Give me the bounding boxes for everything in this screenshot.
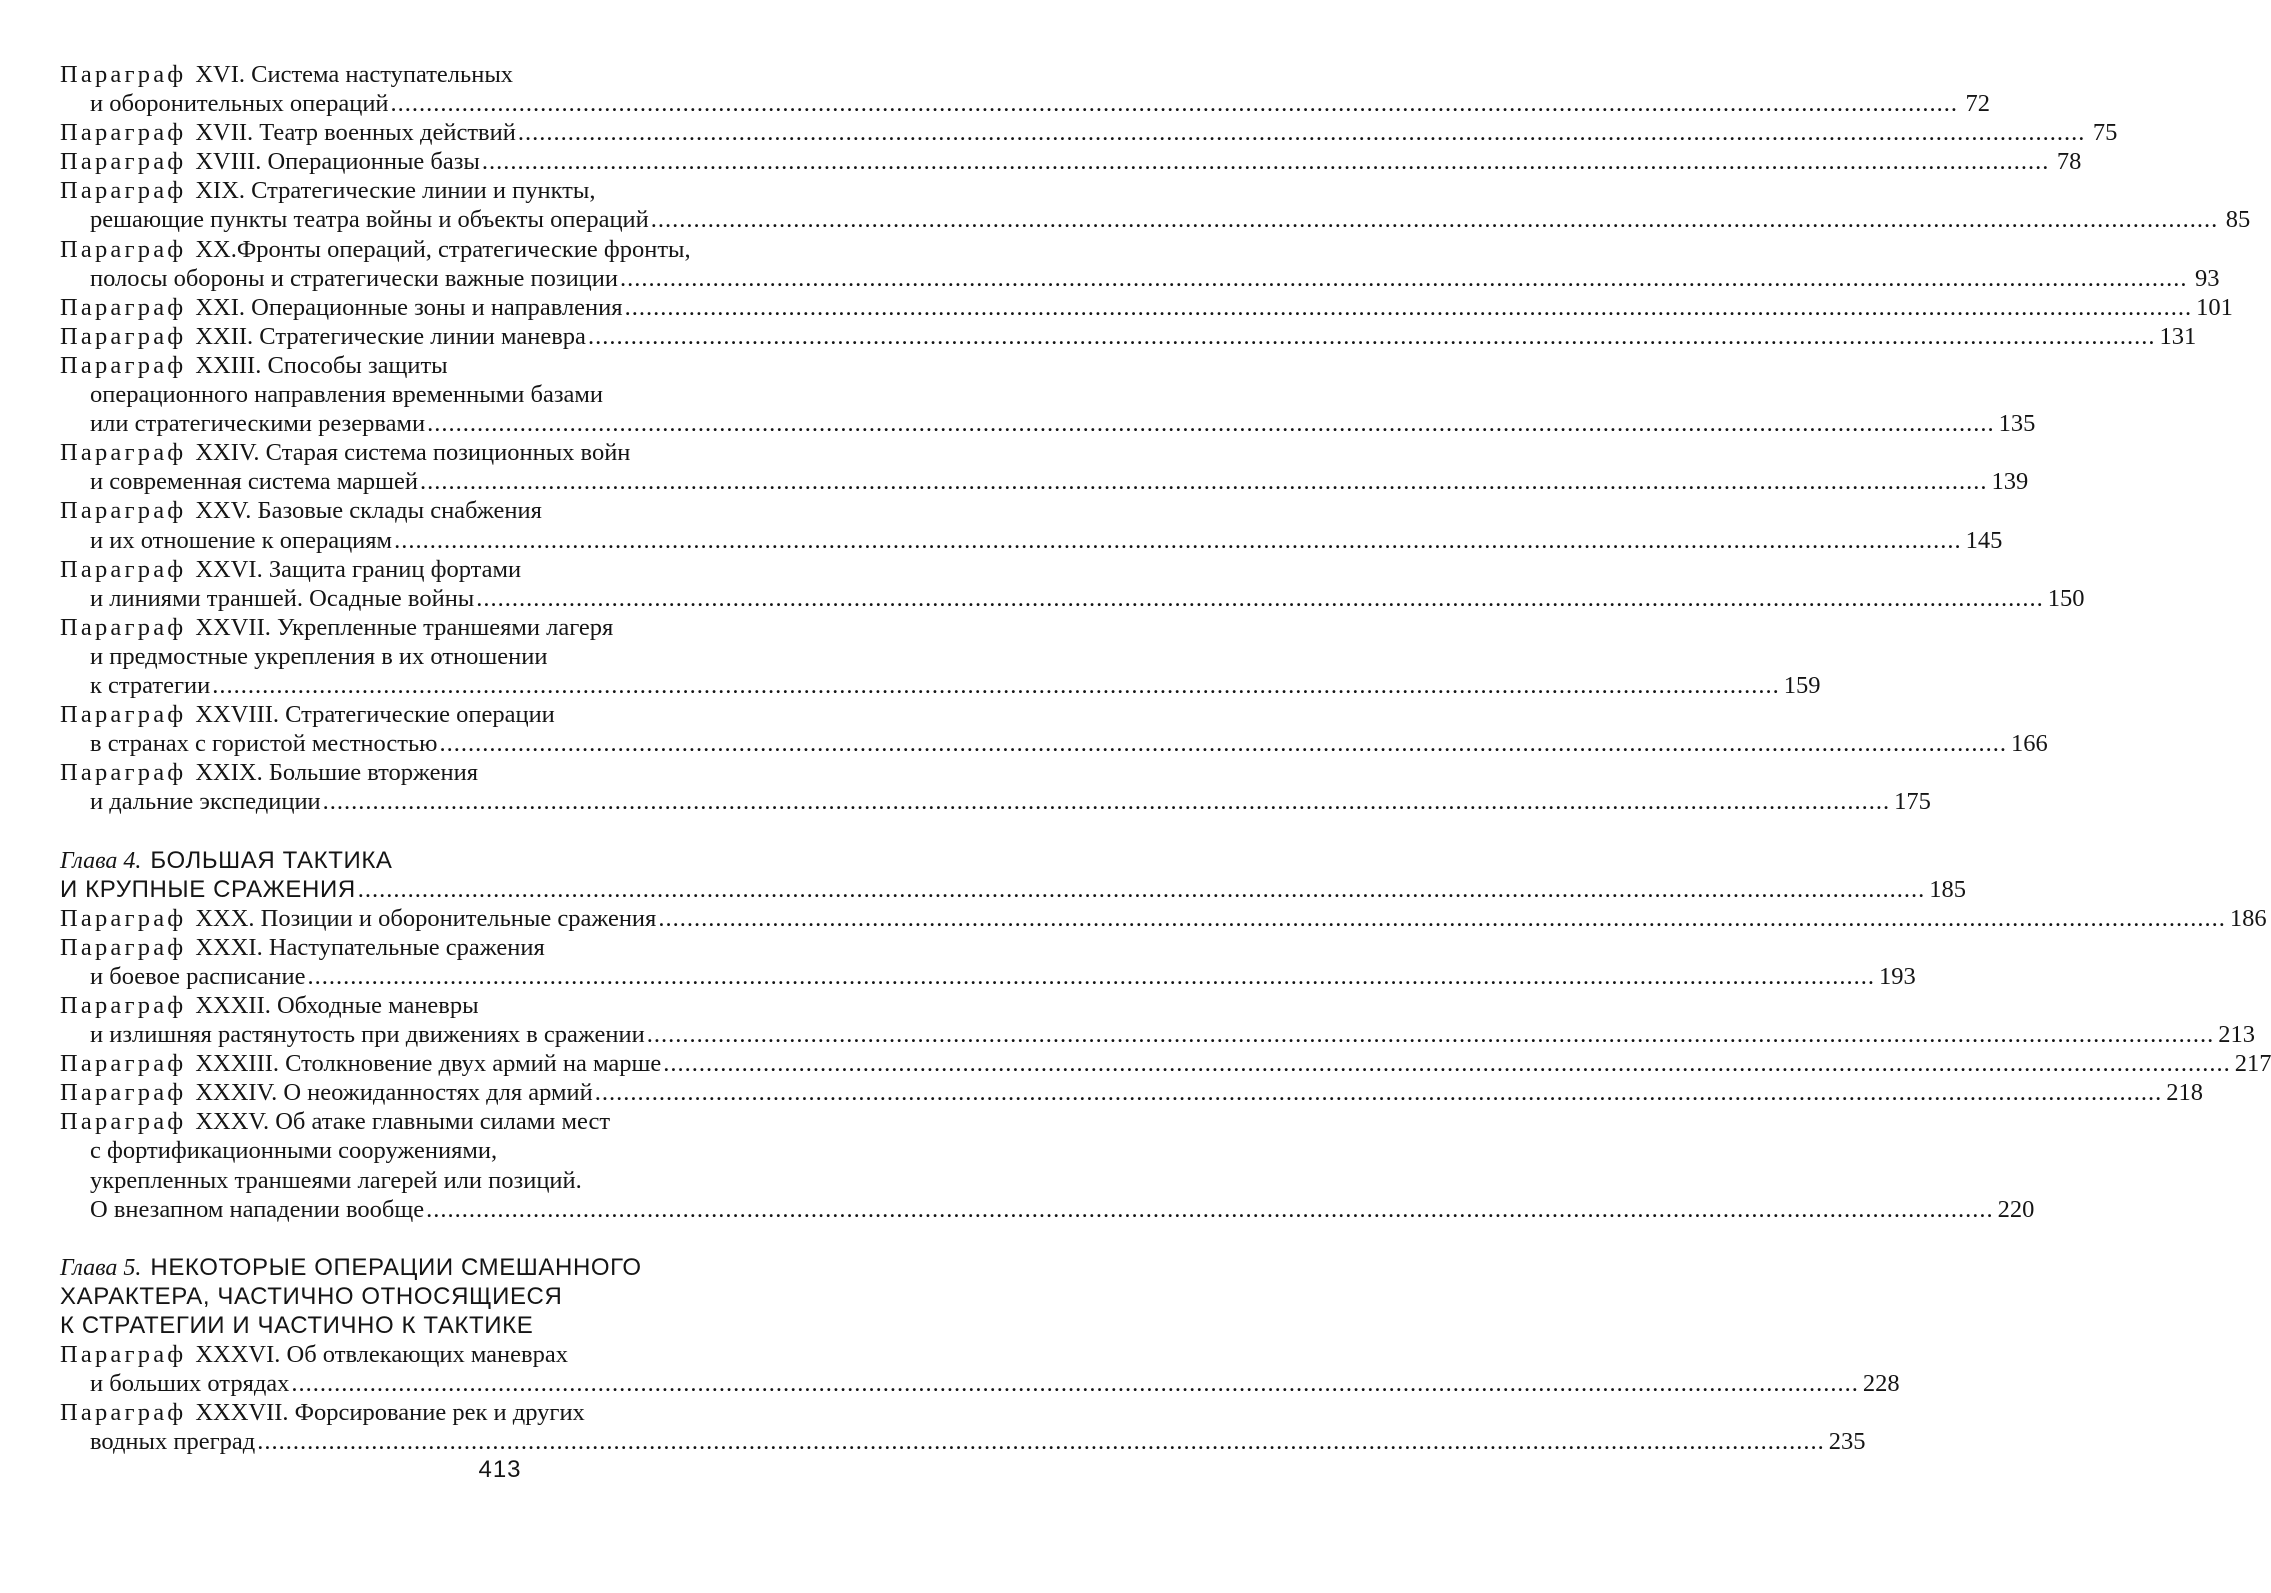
page-number: 413 — [478, 1456, 522, 1483]
paragraph-label: Параграф — [60, 293, 187, 321]
paragraph-label: Параграф — [60, 61, 187, 88]
entry-title: О внезапном нападении вообще — [90, 1195, 425, 1223]
dot-leader: ............................................................................................................................................................................................................................ — [594, 1079, 2163, 1107]
entry-title: XXXI. Наступательные сражения — [195, 933, 545, 961]
entry-title: XVII. Театр военных действий — [195, 119, 516, 147]
chapter-spacer — [60, 816, 886, 845]
chapter-label: Глава 4. — [60, 847, 142, 874]
paragraph-label: Параграф — [60, 701, 187, 729]
entry-title: или стратегическими резервами — [90, 410, 426, 438]
paragraph-label: Параграф — [60, 439, 187, 467]
paragraph-label: Параграф — [60, 992, 187, 1019]
entry-title: XXVII. Укрепленные траншеями лагеря — [195, 613, 614, 641]
toc-entry-line — [60, 700, 886, 729]
toc-entry-line — [60, 1369, 1900, 1398]
toc-entry-line — [60, 1427, 1866, 1456]
dot-leader: ............................................................................................................................................................................................................................ — [390, 90, 1959, 118]
toc-entry-line — [60, 351, 886, 380]
entry-title: и оборонительных операций — [90, 90, 389, 118]
paragraph-label: Параграф — [60, 1050, 187, 1078]
chapter-label: Глава 5. — [60, 1254, 142, 1281]
paragraph-label: Параграф — [60, 235, 187, 263]
entry-title: XXXVII. Форсирование рек и других — [195, 1399, 585, 1427]
entry-title: с фортификационными сооружениями, — [90, 1137, 498, 1165]
paragraph-label: Параграф — [60, 1341, 187, 1369]
toc-entry-line — [60, 1398, 886, 1427]
page-ref: 93 — [2195, 264, 2220, 292]
toc-entry-line — [60, 380, 886, 409]
toc-entry-line — [60, 1136, 886, 1165]
entry-title: XXV. Базовые склады снабжения — [195, 497, 542, 525]
page-ref: 150 — [2047, 584, 2085, 612]
toc-entry-line — [60, 409, 2036, 438]
chapter-heading-line — [60, 1253, 886, 1282]
chapter-heading-line — [60, 1311, 886, 1340]
paragraph-label: Параграф — [60, 351, 187, 379]
page-ref: 193 — [1878, 962, 1916, 990]
toc-entry-line — [60, 555, 886, 584]
entry-title: XXVIII. Стратегические операции — [195, 701, 555, 729]
entry-title: и излишняя растянутость при движениях в сражении — [90, 1021, 645, 1049]
toc-entry-line — [60, 933, 886, 962]
page-ref: 166 — [2010, 730, 2048, 758]
entry-title: БОЛЬШАЯ ТАКТИКА — [150, 846, 393, 874]
toc-entry-line — [60, 293, 2233, 322]
entry-title: ХАРАКТЕРА, ЧАСТИЧНО ОТНОСЯЩИЕСЯ — [60, 1282, 563, 1310]
entry-title: и дальние экспедиции — [90, 788, 321, 816]
page-ref: 131 — [2159, 322, 2197, 350]
dot-leader: ............................................................................................................................................................................................................................ — [517, 119, 2086, 147]
page-ref: 101 — [2196, 293, 2233, 321]
paragraph-label: Параграф — [60, 759, 187, 787]
entry-title: XX.Фронты операций, стратегические фронты, — [195, 235, 691, 263]
entry-title: полосы обороны и стратегически важные позиции — [90, 264, 619, 292]
entry-title: и больших отрядах — [90, 1370, 290, 1398]
dot-leader: ............................................................................................................................................................................................................................ — [426, 1195, 1994, 1223]
dot-leader: ............................................................................................................................................................................................................................ — [439, 730, 2007, 758]
toc-entry-line — [60, 235, 886, 264]
entry-title: XVIII. Операционные базы — [195, 148, 480, 176]
dot-leader: ............................................................................................................................................................................................................................ — [658, 904, 2226, 932]
entry-title: водных преград — [90, 1428, 256, 1456]
toc-entry-line — [60, 60, 886, 89]
page-ref: 185 — [1929, 875, 1967, 903]
page-ref: 213 — [2218, 1021, 2255, 1049]
toc-entry-line — [60, 671, 1821, 700]
paragraph-label: Параграф — [60, 1399, 187, 1427]
entry-title: XXIII. Способы защиты — [195, 351, 448, 379]
entry-title: НЕКОТОРЫЕ ОПЕРАЦИИ СМЕШАННОГО — [150, 1253, 642, 1281]
entry-title: XXXV. Об атаке главными силами мест — [195, 1108, 611, 1136]
page-ref: 85 — [2225, 206, 2251, 234]
page-ref: 72 — [1965, 90, 1991, 118]
toc-entry-line — [60, 1020, 2255, 1049]
dot-leader: ............................................................................................................................................................................................................................ — [587, 322, 2156, 350]
paragraph-label: Параграф — [60, 1108, 187, 1136]
dot-leader: ............................................................................................................................................................................................................................ — [291, 1370, 1859, 1398]
dot-leader: ............................................................................................................................................................................................................................ — [624, 293, 2193, 321]
table-of-contents — [60, 60, 2271, 1457]
entry-title: К СТРАТЕГИИ И ЧАСТИЧНО К ТАКТИКЕ — [60, 1312, 534, 1340]
toc-entry-line — [60, 642, 886, 671]
entry-title: XXXII. Обходные маневры — [195, 992, 479, 1019]
paragraph-label: Параграф — [60, 322, 187, 350]
paragraph-label: Параграф — [60, 148, 187, 176]
page-ref: 218 — [2166, 1079, 2203, 1107]
toc-entry-line — [60, 467, 2029, 496]
entry-title: и линиями траншей. Осадные войны — [90, 584, 475, 612]
entry-title: XXI. Операционные зоны и направления — [195, 293, 623, 321]
dot-leader: ............................................................................................................................................................................................................................ — [420, 468, 1988, 496]
toc-entry-line — [60, 118, 2118, 147]
toc-entry-line — [60, 991, 886, 1020]
page-ref: 220 — [1997, 1195, 2035, 1223]
dot-leader: ............................................................................................................................................................................................................................ — [257, 1428, 1825, 1456]
entry-title: XXX. Позиции и оборонительные сражения — [195, 904, 657, 932]
entry-title: XXIX. Большие вторжения — [195, 759, 479, 787]
paragraph-label: Параграф — [60, 904, 187, 932]
toc-entry-line — [60, 729, 2048, 758]
dot-leader: ............................................................................................................................................................................................................................ — [394, 526, 1962, 554]
toc-entry-line — [60, 613, 886, 642]
entry-title: XXXVI. Об отвлекающих маневрах — [195, 1341, 568, 1369]
toc-entry-line — [60, 904, 2267, 933]
toc-entry-line — [60, 758, 886, 787]
toc-entry-line — [60, 584, 2085, 613]
dot-leader: ............................................................................................................................................................................................................................ — [307, 962, 1875, 990]
page-ref: 235 — [1828, 1428, 1866, 1456]
chapter-spacer — [60, 1224, 886, 1253]
entry-title: XXXIII. Столкновение двух армий на марше — [195, 1050, 662, 1078]
toc-entry-line — [60, 176, 886, 205]
dot-leader: ............................................................................................................................................................................................................................ — [476, 584, 2044, 612]
entry-title: в странах с гористой местностью — [90, 730, 438, 758]
page-ref: 228 — [1862, 1370, 1900, 1398]
paragraph-label: Параграф — [60, 119, 187, 147]
dot-leader: ............................................................................................................................................................................................................................ — [212, 671, 1780, 699]
toc-entry-line — [60, 1078, 2203, 1107]
toc-entry-line — [60, 264, 2220, 293]
toc-entry-line — [60, 89, 1991, 118]
entry-title: XXII. Стратегические линии маневра — [195, 322, 586, 350]
page-ref: 175 — [1894, 788, 1931, 816]
toc-entry-line — [60, 1049, 2271, 1078]
dot-leader: ............................................................................................................................................................................................................................ — [357, 875, 1926, 903]
toc-entry-line — [60, 1340, 886, 1369]
entry-title: XXXIV. О неожиданностях для армий — [195, 1079, 593, 1107]
page-ref: 217 — [2234, 1050, 2271, 1078]
page-ref: 135 — [1998, 410, 2036, 438]
entry-title: И КРУПНЫЕ СРАЖЕНИЯ — [60, 875, 356, 903]
chapter-heading-line — [60, 846, 886, 875]
dot-leader: ............................................................................................................................................................................................................................ — [620, 264, 2188, 292]
page-ref: 186 — [2229, 904, 2267, 932]
toc-entry-line — [60, 496, 886, 525]
entry-title: XVI. Система наступательных — [195, 61, 514, 88]
entry-title: XIX. Стратегические линии и пункты, — [195, 177, 596, 205]
toc-entry-line — [60, 147, 2082, 176]
chapter-heading-line — [60, 875, 1967, 904]
entry-title: укрепленных траншеями лагерей или позиций. — [90, 1166, 582, 1194]
page-ref: 145 — [1965, 526, 2003, 554]
page-ref: 159 — [1783, 671, 1821, 699]
entry-title: и современная система маршей — [90, 468, 419, 496]
toc-entry-line — [60, 205, 2251, 234]
toc-entry-line — [60, 1195, 2035, 1224]
toc-entry-line — [60, 526, 2003, 555]
paragraph-label: Параграф — [60, 933, 187, 961]
chapter-heading-line — [60, 1282, 886, 1311]
toc-entry-line — [60, 322, 2197, 351]
toc-entry-line — [60, 1166, 886, 1195]
paragraph-label: Параграф — [60, 1079, 187, 1107]
toc-entry-line — [60, 1107, 886, 1136]
toc-entry-line — [60, 787, 1931, 816]
paragraph-label: Параграф — [60, 613, 187, 641]
entry-title: XXIV. Старая система позиционных войн — [195, 439, 631, 467]
entry-title: и боевое расписание — [90, 962, 306, 990]
entry-title: и их отношение к операциям — [90, 526, 393, 554]
dot-leader: ............................................................................................................................................................................................................................ — [427, 410, 1995, 438]
entry-title: XXVI. Защита границ фортами — [195, 555, 522, 583]
entry-title: решающие пункты театра войны и объекты операций — [90, 206, 649, 234]
entry-title: и предмостные укрепления в их отношении — [90, 642, 548, 670]
toc-entry-line — [60, 962, 1916, 991]
entry-title: к стратегии — [90, 671, 211, 699]
paragraph-label: Параграф — [60, 177, 187, 205]
toc-entry-line — [60, 438, 886, 467]
page-ref: 75 — [2092, 119, 2118, 147]
dot-leader: ............................................................................................................................................................................................................................ — [646, 1021, 2215, 1049]
page-ref: 139 — [1991, 468, 2029, 496]
entry-title: операционного направления временными базами — [90, 381, 603, 409]
dot-leader: ............................................................................................................................................................................................................................ — [650, 206, 2219, 234]
paragraph-label: Параграф — [60, 555, 187, 583]
dot-leader: ............................................................................................................................................................................................................................ — [663, 1050, 2231, 1078]
paragraph-label: Параграф — [60, 497, 187, 525]
dot-leader: ............................................................................................................................................................................................................................ — [481, 148, 2050, 176]
dot-leader: ............................................................................................................................................................................................................................ — [322, 788, 1891, 816]
page-ref: 78 — [2056, 148, 2082, 176]
